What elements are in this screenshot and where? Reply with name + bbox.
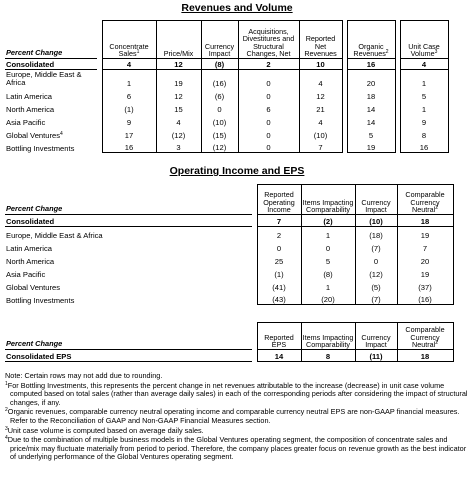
- table-row: Bottling Investments (43) (20) (7) (16): [5, 292, 453, 305]
- rv-col-header: Price/Mix: [156, 21, 201, 59]
- footnote-rounding: Note: Certain rows may not add due to rounding.: [5, 371, 163, 380]
- rv-col-header: Reported Net Revenues: [299, 21, 342, 59]
- footnote-2: $^2$Organic revenues, comparable currency neutral operating income and comparable currency neutral EPS are non-GAAP financial measures. Refer to the Reconciliation of GAAP and Non-GAAP Financial Measures section.: [5, 407, 460, 426]
- revenues-volume-title: Revenues and Volume: [181, 2, 293, 14]
- table-row: Global Ventures$^4$ 17 (12) (15) 0 (10) 5 8: [5, 127, 448, 140]
- table-row: North America 25 5 0 20: [5, 253, 453, 266]
- rv-header-row: [5, 21, 448, 59]
- revenues-volume-table: [5, 20, 449, 153]
- rv-label-header: Percent Change: [6, 48, 63, 58]
- table-row: Bottling Investments 16 3 (12) 0 7 19 16: [5, 140, 448, 153]
- table-row: Consolidated EPS 14 8 (11) 18: [5, 350, 453, 362]
- oi-header-row: Percent Change Reported Operating Income Items Impacting Comparability Currency Impact Comparable Currency Neutral$^2$: [5, 185, 453, 215]
- table-row: Consolidated 7 (2) (10) 18: [5, 215, 453, 227]
- rv-col-header: Acquisitions, Divestitures and Structural Changes, Net: [238, 21, 299, 59]
- table-row: Latin America 0 0 (7) 7: [5, 240, 453, 253]
- rv-col-header: Unit Case Volume$^3$: [400, 21, 448, 59]
- footnote-3: $^3$Unit case volume is computed based on average daily sales.: [5, 425, 204, 435]
- table-row: Global Ventures (41) 1 (5) (37): [5, 279, 453, 292]
- rv-col-header: Organic Revenues$^2$: [347, 21, 395, 59]
- table-row: Asia Pacific (1) (8) (12) 19: [5, 266, 453, 279]
- table-row: North America (1) 15 0 6 21 14 1: [5, 101, 448, 114]
- operating-income-table: [5, 184, 454, 305]
- table-row: Europe, Middle East & Africa 1 19 (16) 0 4 20 1: [5, 70, 448, 88]
- table-row: Latin America 6 12 (6) 0 12 18 5: [5, 88, 448, 101]
- eps-header-row: Percent Change Reported EPS Items Impacting Comparability Currency Impact Comparable Currency Neutral$^2$: [5, 323, 453, 350]
- table-row: Europe, Middle East & Africa 2 1 (18) 19: [5, 227, 453, 240]
- rv-col-header: Concentrate Sales$^1$: [102, 21, 156, 59]
- operating-income-title: Operating Income and EPS: [169, 165, 305, 177]
- table-row: Consolidated 4 12 (8) 2 10 16 4: [5, 59, 448, 70]
- footnote-1: $^1$For Bottling Investments, this represents the percent change in net revenues attributable to the increase (decrease) in unit case volume computed based on total sales (rather than average daily sales) in each of the corresponding periods after considering the impact of structural changes, if any.: [5, 380, 468, 407]
- rv-col-header: Currency Impact: [201, 21, 238, 59]
- footnotes: [5, 372, 470, 463]
- table-row: Asia Pacific 9 4 (10) 0 4 14 9: [5, 114, 448, 127]
- eps-table: [5, 322, 454, 362]
- footnote-4: $^4$Due to the combination of multiple business models in the Global Ventures operating segment, the composition of concentrate sales and price/mix may fluctuate materially from period to period. Therefore, the company places greater focus on revenue growth as the best indicator of underlying performance of the Global Ventures operating segment.: [5, 435, 467, 462]
